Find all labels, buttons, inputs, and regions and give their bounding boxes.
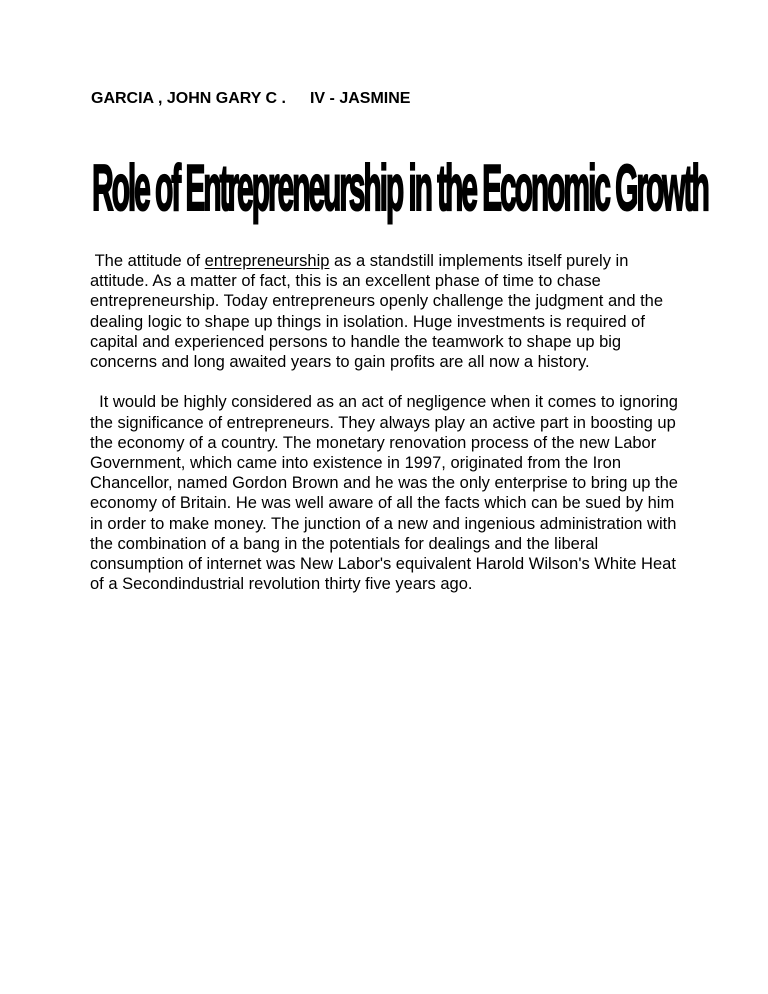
document-title: Role of Entrepreneurship in the Economic Growth xyxy=(92,152,708,226)
paragraph-1-rest: as a standstill implements itself purely in attitude. As a matter of fact, this is an excellent phase of time to chase entrepreneurship. Today entrepreneurs openly challenge the judgment and the dealing logic to shape up things in isolation. Huge investments is required of capital and experienced persons to handle the teamwork to shape up big concerns and long awaited years to gain profits are all now a history. xyxy=(90,252,668,372)
paragraph-2: It would be highly considered as an act of negligence when it comes to ignoring the significance of entrepreneurs. They always play an active part in boosting up the economy of a country. The monetary renovation process of the new Labor Government, which came into existence in 1997, originated from the Iron Chancellor, named Gordon Brown and he was the only enterprise to bring up the economy of Britain. He was well aware of all the facts which can be sued by him in order to make money. The junction of a new and ingenious administration with the combination of a bang in the potentials for dealings and the liberal consumption of internet was New Labor's equivalent Harold Wilson's White Heat of a Secondindustrial revolution thirty five years ago. xyxy=(90,393,683,594)
class-section: IV - JASMINE xyxy=(309,90,411,107)
paragraph-1 xyxy=(90,251,690,372)
paragraph-1-lead: The attitude of xyxy=(90,252,205,270)
entrepreneurship-link[interactable]: entrepreneurship xyxy=(204,252,330,270)
document-body xyxy=(90,251,690,594)
author-header xyxy=(91,90,410,108)
student-name: GARCIA , JOHN GARY C . xyxy=(91,90,286,107)
